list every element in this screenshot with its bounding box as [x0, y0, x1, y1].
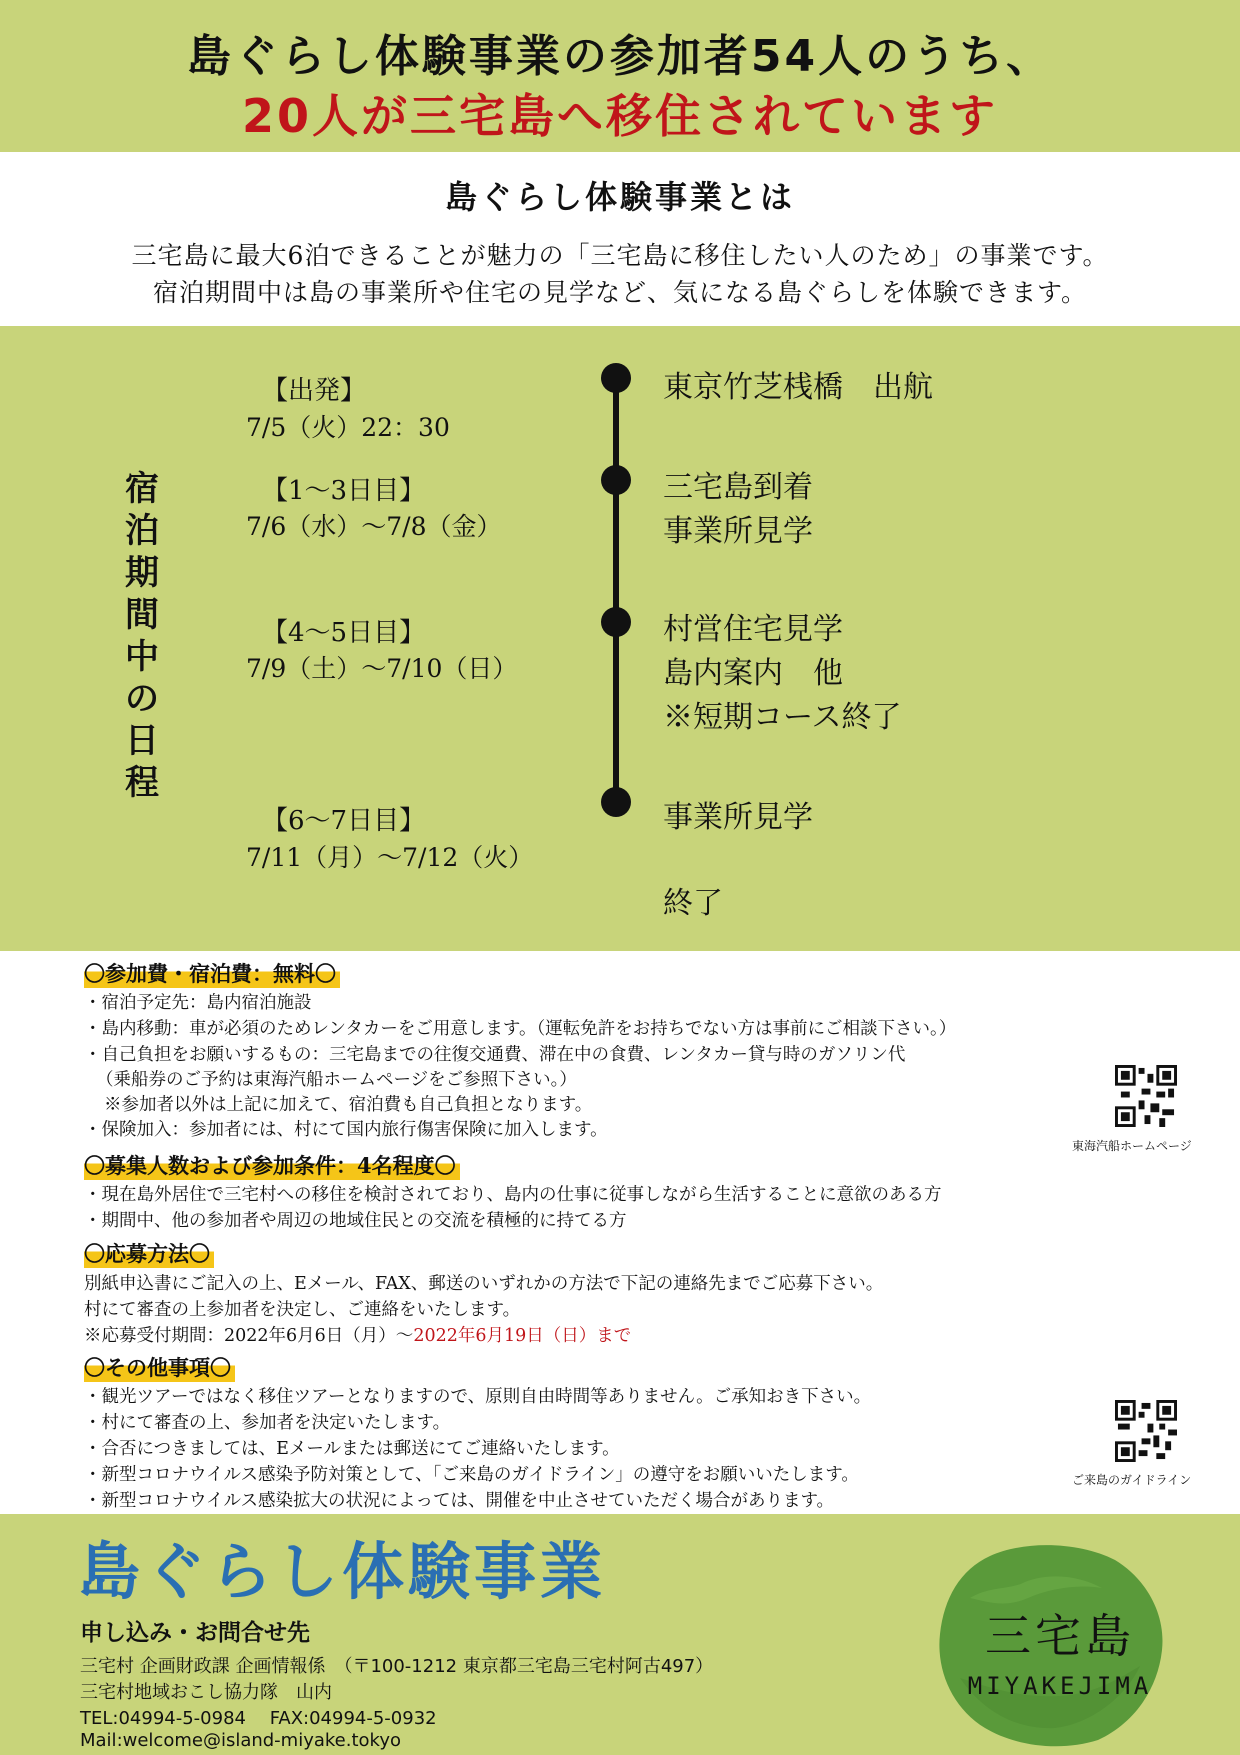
schedule-events: 村営住宅見学 島内案内 他 ※短期コース終了	[663, 612, 902, 735]
schedule-label: 【4〜5日目】	[262, 618, 426, 648]
other-line: ・観光ツアーではなく移住ツアーとなりますので、原則自由時間等ありません。ご承知おき下さい。	[84, 1387, 872, 1407]
schedule-band	[0, 326, 1240, 951]
timeline-dot	[601, 363, 631, 393]
schedule-date: 7/6（水）〜7/8（金）	[246, 512, 502, 541]
schedule-date: 7/5（火）22：30	[246, 413, 450, 442]
timeline-line	[613, 378, 619, 802]
other-line: ・新型コロナウイルス感染予防対策として、「ご来島のガイドライン」の遵守をお願いいたします。	[84, 1465, 859, 1485]
other-heading: 〇その他事項〇	[84, 1352, 235, 1382]
fees-line: ・保険加入：参加者には、村にて国内旅行傷害保険に加入します。	[84, 1120, 608, 1140]
fees-heading: 〇参加費・宿泊費：無料〇	[84, 958, 340, 988]
fees-line: ・宿泊予定先：島内宿泊施設	[84, 993, 312, 1013]
contact-line: TEL:04994-5-0984 FAX:04994-5-0932	[80, 1708, 437, 1729]
guideline-qr-code-icon[interactable]	[1115, 1400, 1177, 1462]
fees-line: ・島内移動：車が必須のためレンタカーをご用意します。（運転免許をお持ちでない方は事前にご相談下さい。）	[84, 1019, 957, 1039]
about-text-1: 三宅島に最大6泊できることが魅力の「三宅島に移住したい人のため」の事業です。	[131, 241, 1109, 270]
headline-line2: 20人が三宅島へ移住されています	[241, 89, 998, 143]
program-logo: 島ぐらし体験事業	[78, 1535, 607, 1608]
schedule-date: 7/9（土）〜7/10（日）	[246, 654, 518, 683]
apply-heading: 〇応募方法〇	[84, 1238, 214, 1268]
fees-line: （乗船券のご予約は東海汽船ホームページをご参照下さい。）	[96, 1070, 577, 1090]
headline-line1: 島ぐらし体験事業の参加者54人のうち、	[186, 31, 1054, 82]
fees-line: ※参加者以外は上記に加えて、宿泊費も自己負担となります。	[104, 1095, 593, 1115]
schedule-label: 【6〜7日目】	[262, 806, 426, 836]
island-name: 三宅島	[985, 1609, 1135, 1663]
contact-line: 三宅村 企画財政課 企画情報係 （〒100-1212 東京都三宅島三宅村阿古497）	[80, 1656, 714, 1677]
schedule-events: 三宅島到着 事業所見学	[663, 470, 813, 549]
island-name-en: MIYAKEJIMA	[967, 1672, 1153, 1700]
apply-line: 村にて審査の上参加者を決定し、ご連絡をいたします。	[84, 1300, 521, 1320]
timeline-dot	[601, 465, 631, 495]
schedule-events: 東京竹芝桟橋 出航	[663, 370, 933, 405]
schedule-label: 【出発】	[262, 376, 367, 406]
about-title: 島ぐらし体験事業とは	[444, 178, 795, 216]
fees-line: ・自己負担をお願いするもの：三宅島までの往復交通費、滞在中の食費、レンタカー貸与時のガソリン代	[84, 1045, 906, 1065]
schedule-date: 7/11（月）〜7/12（火）	[246, 843, 534, 872]
other-line: ・新型コロナウイルス感染拡大の状況によっては、開催を中止させていただく場合があります。	[84, 1491, 835, 1511]
about-text-2: 宿泊期間中は島の事業所や住宅の見学など、気になる島ぐらしを体験できます。	[152, 278, 1087, 307]
contact-title: 申し込み・お問合せ先	[80, 1620, 310, 1646]
apply-period: ※応募受付期間：2022年6月6日（月）〜2022年6月19日（日）まで	[84, 1326, 632, 1346]
contact-line: 三宅村地域おこし協力隊 山内	[80, 1682, 332, 1703]
other-line: ・合否につきましては、Eメールまたは郵送にてご連絡いたします。	[84, 1439, 620, 1459]
ferry-qr-code-icon[interactable]	[1115, 1065, 1177, 1127]
recruit-line: ・現在島外居住で三宅村への移住を検討されており、島内の仕事に従事しながら生活することに意欲のある方	[84, 1185, 942, 1205]
apply-line: 別紙申込書にご記入の上、Eメール、FAX、郵送のいずれかの方法で下記の連絡先までご応募下さい。	[84, 1274, 884, 1294]
timeline-dot	[601, 607, 631, 637]
recruit-heading: 〇募集人数および参加条件：4名程度〇	[84, 1150, 460, 1180]
schedule-end: 終了	[663, 886, 723, 921]
other-line: ・村にて審査の上、参加者を決定いたします。	[84, 1413, 451, 1433]
timeline-dot	[601, 787, 631, 817]
schedule-events: 事業所見学	[663, 800, 813, 835]
guideline-qr-caption: ご来島のガイドライン	[1072, 1473, 1192, 1487]
schedule-label: 【1〜3日目】	[262, 476, 426, 506]
schedule-vertical-title: 宿 泊 期 間 中 の 日 程	[125, 469, 159, 803]
contact-email[interactable]: Mail:welcome@island-miyake.tokyo	[80, 1730, 401, 1751]
ferry-qr-caption: 東海汽船ホームページ	[1072, 1139, 1192, 1153]
recruit-line: ・期間中、他の参加者や周辺の地域住民との交流を積極的に持てる方	[84, 1211, 627, 1231]
